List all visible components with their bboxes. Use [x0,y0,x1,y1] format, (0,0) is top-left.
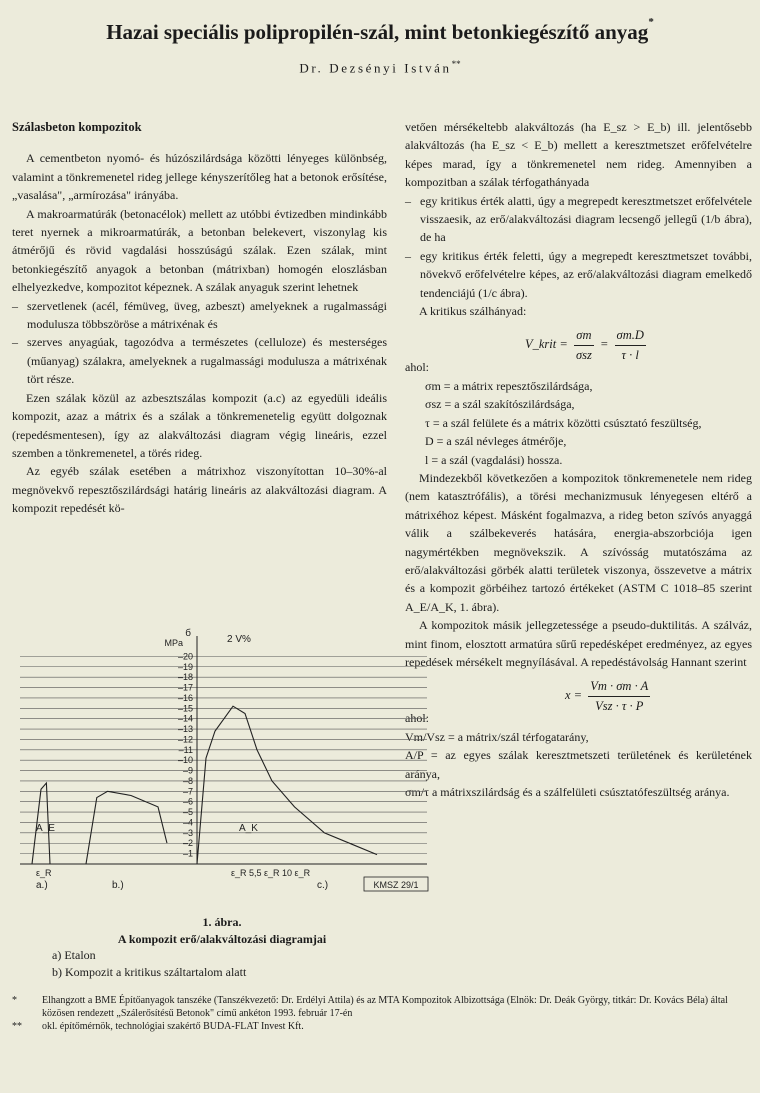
y-tick-label: –8 [182,775,193,786]
definitions: σm = a mátrix repesztőszilárdsága, σsz = a szál szakítószilárdsága, τ = a szál felülete és a mátrix közötti csúsztató feszültség, D = a szál névleges átmérője, l = a szál (vagdalási) hossza. [425,378,702,467]
article-title: Hazai speciális polipropilén-szál, mint betonkiegészítő anyag* [106,16,654,44]
strain-label: 2 V% [227,634,251,645]
footnote: ** okl. építőmérnök, technológiai szakértő BUDA-FLAT Invest Kft. [12,1021,304,1033]
crack-spacing-formula: x = $\frac{Vm \cdot \sigma m \cdot A}{\text{Vsz · τ · P}}$ [565,679,649,713]
y-axis-unit: MPa [164,638,183,648]
y-tick-label: –6 [182,796,193,807]
paragraph: A kompozitok másik jellegzetessége a pseudo-duktilitás. A szálváz, mint finom, elosztott armatúra sűrű repedésképet eredményez, az egyes repedések mérsékelt megnyílásával. A repedéstávolság Hannant szerint [405,618,752,669]
where-label: ahol: [405,360,429,375]
y-tick-label: –18 [177,672,193,683]
series-b-line [86,791,167,864]
critical-fiber-formula: V_krit = $\frac{\sigma m}{\text{σsz}}$ = $\frac{\sigma m.D}{\tau \cdot l}$ [525,328,644,362]
y-tick-label: –14 [177,713,193,724]
panel-label: c.) [317,880,329,891]
y-tick-label: –1 [182,848,193,859]
y-tick-label: –20 [177,651,193,662]
y-tick-label: –19 [177,661,193,672]
definition: σm/τ a mátrixszilárdság és a szálfelületi csúsztatófeszültség aránya. [405,785,730,799]
y-tick-label: –11 [178,744,193,755]
panel-label: a.) [36,880,48,891]
x-tick-label: ε_R [36,868,52,878]
left-column [12,118,387,518]
caption-title: A kompozit erő/alakváltozási diagramjai [117,931,327,946]
y-tick-label: –4 [182,817,193,828]
y-tick-label: –3 [182,827,193,838]
figure-stamp: KMSZ 29/1 [373,880,419,890]
caption-item: b) Kompozit a kritikus száltartalom alatt [52,964,247,979]
y-tick-label: –15 [177,703,193,714]
x-tick-label: ε_R 5,5 ε_R 10 ε_R [231,868,311,878]
right-column [405,118,752,801]
stress-strain-chart [12,618,432,913]
paragraph: A kritikus szálhányad: [419,304,527,319]
author-line: Dr. Dezsényi István** [299,59,461,76]
paragraph: A cementbeton nyomó- és húzószilárdsága közötti lényeges különbség, valamint a tönkremenetel rideg jellege kényszerítőleg hat a betonok erősítése, „vasalása", „armírozása" irányába. [12,151,387,203]
paragraph: Mindezekből következően a kompozitok tönkremenetele nem rideg (nem katasztrófális), a törési mechanizmusuk lényegesen eltérő a mátrixéhoz képest. Másként fogalmazva, a rideg beton szívós anyaggá válik a szálbekeverés hatására, energia-abszorbciója igen nagymértékben megnövekszik. A szívósság mutatószáma az erő/alakváltozási görbék alatti területek viszonya, összevetve a mátrix és a kompozit görbéihez tartozó értékeket (ASTM C 1018–85 szerint A_E/A_K, 1. ábra). [405,470,752,614]
area-label: A_E [36,822,55,834]
definition: A/P = az egyes szálak keresztmetszeti területének és kerületének aránya, [405,748,752,781]
area-label: A_K [239,822,258,834]
footnote: * Elhangzott a BME Építőanyagok tanszéke (Tanszékvezető: Dr. Erdélyi Attila) és az MTA Kompozitok Albizottsága (Elnök: Dr. Deák György, titkár: Dr. Kovács Béla) által közösen rendezett „Szálerősítésű Betonok" című ankéton 1993. február 17-én [12,995,728,1020]
definition: Vm/Vsz = a mátrix/szál térfogatarány, [405,729,589,744]
paragraph: Az egyéb szálak esetében a mátrixhoz viszonyítottan 10–30%-al megnövekvő repesztőszilárdsági határig lineáris az alakváltozási diagram. A kompozit repedését kö- [12,464,387,516]
y-tick-label: –17 [177,682,193,693]
caption-number: 1. ábra. [202,915,242,929]
section-heading: Szálasbeton kompozitok [12,120,142,134]
y-axis-symbol: б [185,628,191,639]
y-tick-label: –2 [182,838,193,849]
footnotes [12,994,750,1034]
y-tick-label: –10 [177,755,193,766]
y-tick-label: –9 [182,765,193,776]
y-tick-label: –13 [177,724,193,735]
caption-item: a) Etalon [52,948,96,962]
list-item: – szervetlenek (acél, fémüveg, üveg, azbeszt) amelyeknek a rugalmassági modulusza többszöröse a mátrixénak és [12,298,387,332]
where-label: ahol: [405,711,429,726]
list-item: – egy kritikus érték alatti, úgy a megrepedt keresztmetszet erőfelvétele visszaesik, az erő/alakváltozási diagram lecsengő jellegű (1/b ábra), de ha [405,193,752,245]
series-c-line [197,706,377,864]
list-item: – egy kritikus érték feletti, úgy a megrepedt keresztmetszet további, növekvő erőfelvételre képes, az erő/alakváltozási diagram emelkedő tendenciájú (1/c ábra). [405,248,752,300]
panel-label: b.) [112,880,124,891]
y-tick-label: –5 [182,807,193,818]
paragraph: A makroarmatúrák (betonacélok) mellett az utóbbi évtizedben mindinkább teret nyernek a mikroarmatúrák, a betonban belekevert, viszonylag kis átmérőjű és rövid vagdalási hosszúságú szálak. Ezen szálak, mint betonkiegészítő anyagok a betonban (mátrixban) homogén eloszlásban elhelyezkedve, kompozitot képeznek. A szálak anyaguk szerint lehetnek [12,206,387,295]
figure-caption [12,914,432,980]
y-tick-label: –16 [177,692,193,703]
y-tick-label: –12 [177,734,193,745]
y-tick-label: –7 [182,786,193,797]
paragraph: vetően mérsékeltebb alakváltozás (ha E_sz > E_b) ill. jelentősebb alakváltozás (ha E_sz < E_b) mellett a keresztmetszet erőfelvételre képes marad, így a tönkremenetel nem rideg. Amennyiben a kompozitban a szálak térfogathányada [405,120,752,190]
list-item: – szerves anyagúak, tagozódva a természetes (celluloze) és mesterséges (műanyag) szálakra, amelyeknek a rugalmassági modulusza a mátrixénak tört része. [12,335,387,387]
paragraph: Ezen szálak közül az azbesztszálas kompozit (a.c) az egyedüli ideális kompozit, azaz a mátrix és a szálak a tönkremenetelig együtt dolgoznak (repedésmentesen), így az alakváltozási diagram végig lineáris, ezzel szemben a tönkremenetel, a törés rideg. [12,390,387,460]
